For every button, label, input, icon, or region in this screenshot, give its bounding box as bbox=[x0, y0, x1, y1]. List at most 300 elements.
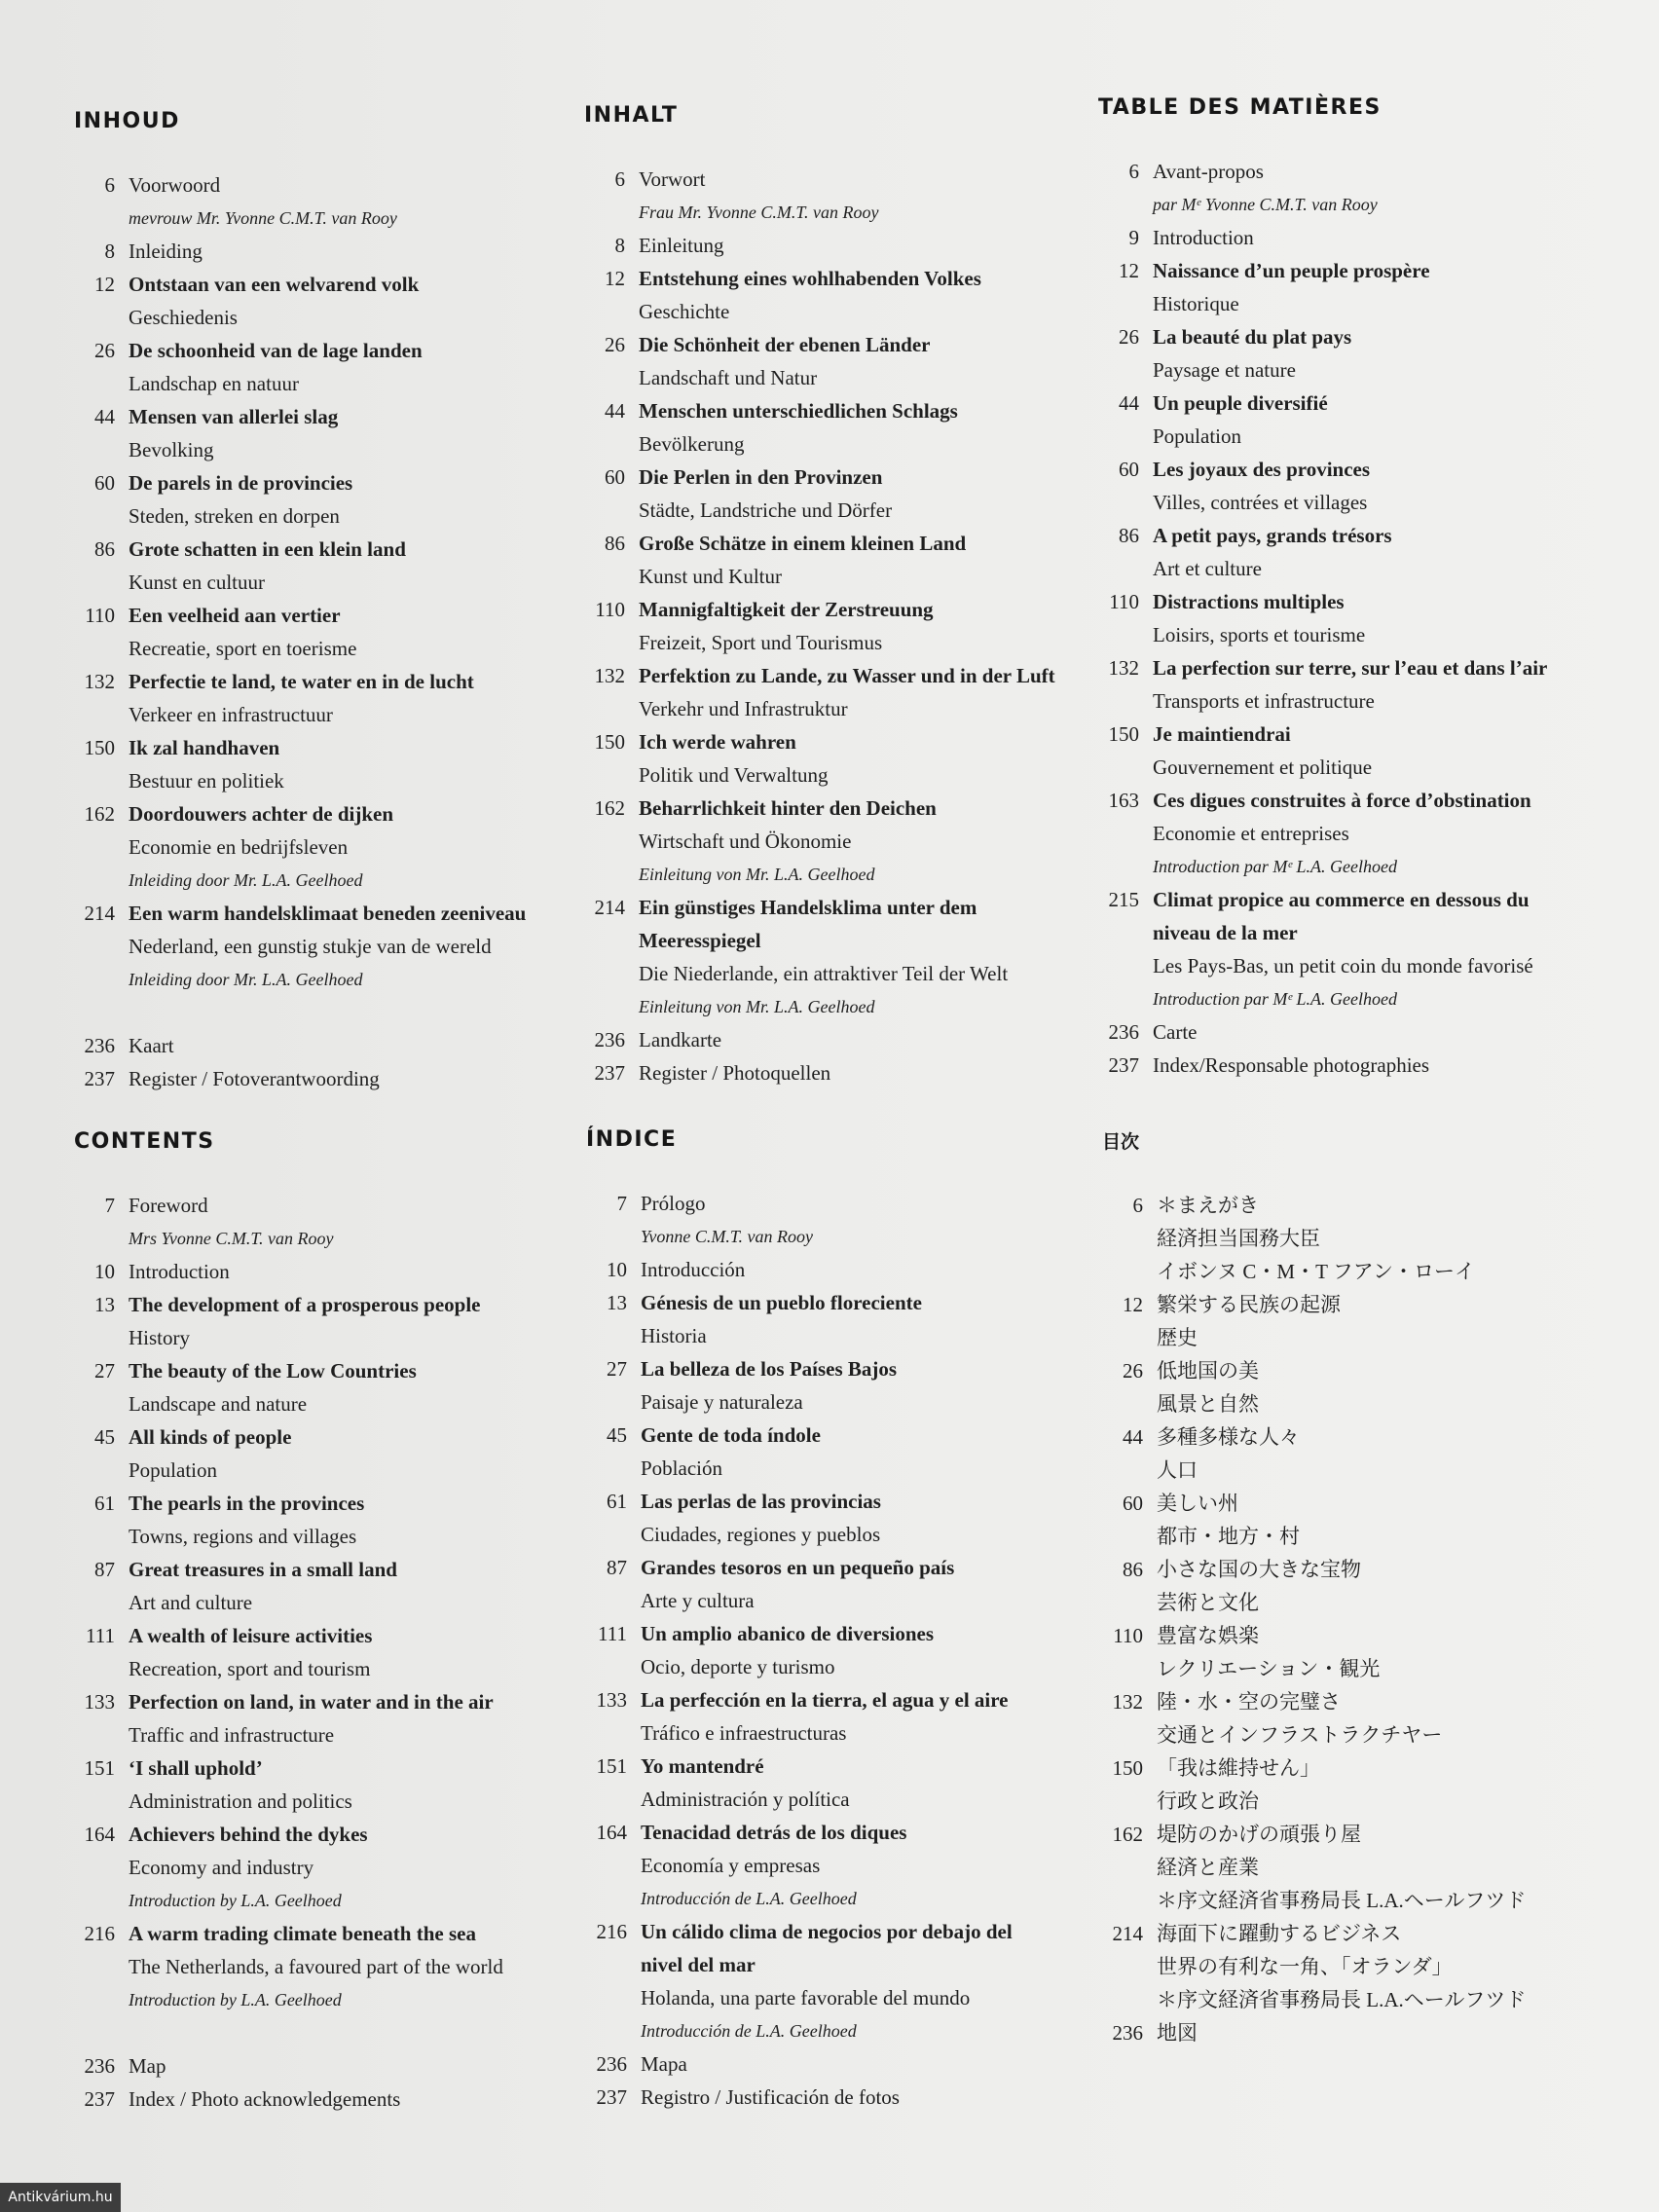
chapter-subtitle: Bevölkerung bbox=[639, 432, 745, 456]
toc-entry-row bbox=[584, 891, 1071, 924]
chapter-subtitle: 芸術と文化 bbox=[1157, 1591, 1259, 1614]
chapter-subtitle: History bbox=[129, 1326, 190, 1349]
chapter-subtitle: Economie et entreprises bbox=[1153, 822, 1349, 845]
toc-entry-row bbox=[74, 897, 561, 930]
page-number: 163 bbox=[1108, 789, 1139, 812]
page-number: 133 bbox=[596, 1688, 627, 1712]
watermark: Antikvárium.hu bbox=[0, 2183, 121, 2212]
toc-entry-row bbox=[584, 1056, 1071, 1089]
chapter-subtitle: Population bbox=[1153, 424, 1242, 448]
toc-entry-row bbox=[586, 1551, 1073, 1584]
toc-entry-row bbox=[586, 1485, 1073, 1518]
toc-entry bbox=[1102, 2016, 1589, 2049]
toc-entry bbox=[74, 897, 561, 996]
chapter-title: Je maintiendrai bbox=[1153, 722, 1291, 746]
chapter-subtitle: Städte, Landstriche und Dörfer bbox=[639, 498, 893, 522]
chapter-subtitle: 歴史 bbox=[1157, 1326, 1198, 1349]
toc-entry-row bbox=[586, 1683, 1073, 1716]
toc-entry-row bbox=[1098, 320, 1585, 353]
toc-entry bbox=[1102, 1751, 1589, 1818]
chapter-title: Tenacidad detrás de los diques bbox=[641, 1821, 907, 1844]
chapter-subtitle: レクリエーション・観光 bbox=[1157, 1657, 1381, 1680]
chapter-subtitle: Ciudades, regiones y pueblos bbox=[641, 1523, 881, 1546]
toc-entry bbox=[74, 731, 561, 797]
chapter-title: Yo mantendré bbox=[641, 1754, 764, 1778]
chapter-subtitle: Kunst und Kultur bbox=[639, 565, 782, 588]
chapter-title: Les joyaux des provinces bbox=[1153, 458, 1371, 481]
toc-entry-row bbox=[74, 1818, 561, 1851]
toc-entry bbox=[74, 665, 561, 731]
toc-entry-row bbox=[1102, 1818, 1589, 1851]
chapter-subtitle: Villes, contrées et villages bbox=[1153, 491, 1368, 514]
chapter-subtitle: Economía y empresas bbox=[641, 1854, 821, 1877]
toc-entry-row bbox=[1102, 1354, 1589, 1387]
page-number: 132 bbox=[84, 670, 115, 693]
chapter-title: Achievers behind the dykes bbox=[129, 1823, 368, 1846]
chapter-subtitle: Nederland, een gunstig stukje van de wereld bbox=[129, 935, 492, 958]
page-number: 216 bbox=[596, 1920, 627, 1943]
toc-entry-row bbox=[74, 1553, 561, 1586]
page-number: 150 bbox=[1108, 722, 1139, 746]
toc-entry bbox=[586, 1485, 1073, 1551]
toc-entry-row bbox=[1098, 1049, 1585, 1082]
chapter-title: 海面下に躍動するビジネス bbox=[1157, 1922, 1402, 1945]
section-heading: INHOUD bbox=[74, 109, 180, 133]
page-number: 45 bbox=[607, 1423, 627, 1447]
toc-entry bbox=[1098, 651, 1585, 718]
toc-entry-row bbox=[584, 1023, 1071, 1056]
page-number: 86 bbox=[605, 532, 625, 555]
toc-entry bbox=[586, 1816, 1073, 1915]
chapter-title: Voorwoord bbox=[129, 173, 221, 197]
chapter-author: Introduction par Mᵉ L.A. Geelhoed bbox=[1153, 857, 1398, 876]
chapter-title: Vorwort bbox=[639, 167, 706, 191]
chapter-title: Index/Responsable photographies bbox=[1153, 1053, 1430, 1077]
page-number: 164 bbox=[84, 1823, 115, 1846]
toc-entry-row bbox=[1102, 1553, 1589, 1586]
page-number: 8 bbox=[104, 240, 115, 263]
chapter-title: Introduction bbox=[129, 1260, 230, 1283]
chapter-title: Mannigfaltigkeit der Zerstreuung bbox=[639, 598, 934, 621]
toc-entry-row bbox=[1098, 784, 1585, 817]
toc-entry-row bbox=[586, 1816, 1073, 1849]
chapter-title: 多種多様な人々 bbox=[1157, 1425, 1300, 1449]
toc-entry-row bbox=[584, 593, 1071, 626]
chapter-subtitle: Transports et infrastructure bbox=[1153, 689, 1375, 713]
toc-entry-row bbox=[1102, 1751, 1589, 1785]
toc-entry bbox=[74, 1619, 561, 1685]
chapter-subtitle: Verkehr und Infrastruktur bbox=[639, 697, 848, 720]
chapter-subtitle: Ocio, deporte y turismo bbox=[641, 1655, 835, 1678]
chapter-title: A wealth of leisure activities bbox=[129, 1624, 373, 1647]
page-number: 110 bbox=[1113, 1624, 1143, 1647]
chapter-subtitle: Gouvernement et politique bbox=[1153, 756, 1373, 779]
chapter-subtitle: Kunst en cultuur bbox=[129, 571, 265, 594]
page-number: 162 bbox=[1112, 1823, 1143, 1846]
chapter-subtitle: Landschap en natuur bbox=[129, 372, 299, 395]
chapter-subtitle: Freizeit, Sport und Tourismus bbox=[639, 631, 883, 654]
page-number: 13 bbox=[94, 1293, 115, 1316]
toc-entry bbox=[1102, 1189, 1589, 1288]
chapter-title: Grote schatten in een klein land bbox=[129, 537, 406, 561]
section-heading: 目次 bbox=[1102, 1131, 1140, 1153]
page-number: 6 bbox=[104, 173, 115, 197]
chapter-title: Ich werde wahren bbox=[639, 730, 796, 754]
chapter-author: Mrs Yvonne C.M.T. van Rooy bbox=[129, 1229, 334, 1248]
toc-entry bbox=[1102, 1420, 1589, 1487]
toc-entry-row bbox=[74, 665, 561, 698]
toc-entry bbox=[74, 1354, 561, 1420]
page-number: 237 bbox=[594, 1061, 625, 1085]
page-number: 86 bbox=[1123, 1558, 1143, 1581]
chapter-subtitle: 行政と政治 bbox=[1157, 1789, 1259, 1813]
chapter-title: 「我は維持せん」 bbox=[1157, 1756, 1320, 1780]
toc-entry bbox=[1098, 784, 1585, 883]
chapter-subtitle: Tráfico e infraestructuras bbox=[641, 1721, 847, 1745]
toc-entry bbox=[1098, 453, 1585, 519]
toc-entry-row bbox=[74, 1685, 561, 1718]
toc-entry-row bbox=[584, 163, 1071, 196]
toc-entry bbox=[1102, 1553, 1589, 1619]
toc-entry-row bbox=[74, 1189, 561, 1222]
toc-entry-row bbox=[584, 262, 1071, 295]
toc-entry bbox=[74, 466, 561, 533]
chapter-subtitle: 風景と自然 bbox=[1157, 1392, 1259, 1416]
toc-entry bbox=[1098, 320, 1585, 387]
page-number: 86 bbox=[94, 537, 115, 561]
chapter-title: Index / Photo acknowledgements bbox=[129, 2087, 401, 2111]
toc-entry-row bbox=[74, 2049, 561, 2083]
chapter-subtitle: Administration and politics bbox=[129, 1789, 352, 1813]
toc-entry bbox=[1102, 1619, 1589, 1685]
toc-entry bbox=[74, 533, 561, 599]
section-heading: INHALT bbox=[584, 103, 679, 128]
chapter-subtitle: ＊序文経済省事務局長 L.A.ヘールフツド bbox=[1157, 1988, 1527, 2011]
page-number: 26 bbox=[94, 339, 115, 362]
toc-entry-row bbox=[584, 394, 1071, 427]
section-heading: CONTENTS bbox=[74, 1129, 215, 1154]
chapter-title: 陸・水・空の完璧さ bbox=[1157, 1690, 1341, 1714]
page-number: 132 bbox=[594, 664, 625, 687]
page-number: 6 bbox=[1132, 1194, 1143, 1217]
toc-german bbox=[584, 103, 1071, 1089]
page-number: 236 bbox=[1112, 2021, 1143, 2045]
toc-entry bbox=[1102, 1818, 1589, 1917]
toc-entry bbox=[584, 328, 1071, 394]
toc-entry bbox=[584, 1023, 1071, 1056]
chapter-subtitle: 世界の有利な一角、「オランダ」 bbox=[1157, 1955, 1453, 1978]
toc-entry-row bbox=[586, 2081, 1073, 2114]
toc-entry bbox=[586, 1617, 1073, 1683]
chapter-title: Distractions multiples bbox=[1153, 590, 1345, 613]
chapter-subtitle: Arte y cultura bbox=[641, 1589, 755, 1612]
chapter-author: Inleiding door Mr. L.A. Geelhoed bbox=[129, 870, 363, 890]
chapter-author: Introducción de L.A. Geelhoed bbox=[641, 1889, 857, 1908]
toc-entry bbox=[1102, 1354, 1589, 1420]
chapter-title: Grandes tesoros en un pequeño país bbox=[641, 1556, 955, 1579]
toc-entry bbox=[1098, 718, 1585, 784]
chapter-title: Doordouwers achter de dijken bbox=[129, 802, 394, 826]
toc-entry bbox=[74, 1917, 561, 2016]
toc-entry bbox=[584, 593, 1071, 659]
page-number: 236 bbox=[596, 2052, 627, 2076]
chapter-subtitle: Historia bbox=[641, 1324, 707, 1347]
toc-entry bbox=[1098, 221, 1585, 254]
toc-entry bbox=[1098, 883, 1585, 1015]
toc-entry-row bbox=[74, 168, 561, 202]
toc-entry-row bbox=[1098, 883, 1585, 916]
toc-entry bbox=[584, 394, 1071, 461]
toc-entry-row bbox=[586, 1286, 1073, 1319]
chapter-title: Un cálido clima de negocios por debajo del bbox=[641, 1920, 1013, 1943]
toc-entry bbox=[74, 400, 561, 466]
toc-entry bbox=[586, 1683, 1073, 1750]
chapter-subtitle: The Netherlands, a favoured part of the world bbox=[129, 1955, 503, 1978]
toc-entry bbox=[74, 334, 561, 400]
chapter-title: Registro / Justificación de fotos bbox=[641, 2085, 900, 2109]
toc-entry bbox=[74, 1818, 561, 1917]
toc-entry-row bbox=[586, 2047, 1073, 2081]
toc-entry-row bbox=[584, 229, 1071, 262]
chapter-title: Perfectie te land, te water en in de lucht bbox=[129, 670, 474, 693]
chapter-subtitle: Economy and industry bbox=[129, 1856, 314, 1879]
toc-entry bbox=[74, 599, 561, 665]
page-number: 61 bbox=[94, 1492, 115, 1515]
toc-entry-row bbox=[584, 527, 1071, 560]
toc-entry bbox=[586, 2081, 1073, 2114]
chapter-title: De parels in de provincies bbox=[129, 471, 353, 495]
page-number: 236 bbox=[1108, 1020, 1139, 1044]
toc-entry-row bbox=[1102, 2016, 1589, 2049]
page-number: 237 bbox=[1108, 1053, 1139, 1077]
chapter-author: Yvonne C.M.T. van Rooy bbox=[641, 1227, 813, 1246]
page-number: 110 bbox=[595, 598, 625, 621]
toc-entry bbox=[586, 1187, 1073, 1253]
toc-entry bbox=[1098, 585, 1585, 651]
chapter-subtitle: Steden, streken en dorpen bbox=[129, 504, 340, 528]
chapter-title: Un peuple diversifié bbox=[1153, 391, 1328, 415]
toc-entry bbox=[1098, 1049, 1585, 1082]
page-number: 12 bbox=[94, 273, 115, 296]
chapter-author: Introducción de L.A. Geelhoed bbox=[641, 2021, 857, 2041]
toc-entry-row bbox=[1098, 519, 1585, 552]
chapter-subtitle: Landschaft und Natur bbox=[639, 366, 818, 389]
toc-english bbox=[74, 1129, 561, 2116]
page-number: 6 bbox=[1128, 160, 1139, 183]
page-number: 6 bbox=[614, 167, 625, 191]
chapter-subtitle: Wirtschaft und Ökonomie bbox=[639, 830, 852, 853]
toc-entry bbox=[74, 1288, 561, 1354]
chapter-title: ‘I shall uphold’ bbox=[129, 1756, 263, 1780]
toc-entry-row bbox=[1098, 155, 1585, 188]
toc-entry-row bbox=[74, 599, 561, 632]
chapter-title: Ein günstiges Handelsklima unter dem bbox=[639, 896, 977, 919]
chapter-title: Las perlas de las provincias bbox=[641, 1490, 881, 1513]
chapter-subtitle: 経済担当国務大臣 bbox=[1157, 1227, 1320, 1250]
chapter-subtitle: Holanda, una parte favorable del mundo bbox=[641, 1986, 971, 2009]
chapter-subtitle: Politik und Verwaltung bbox=[639, 763, 829, 787]
toc-spanish bbox=[586, 1127, 1073, 2114]
page-number: 12 bbox=[1123, 1293, 1143, 1316]
spacer bbox=[74, 2016, 561, 2049]
page-number: 27 bbox=[94, 1359, 115, 1382]
chapter-title: 豊富な娯楽 bbox=[1157, 1624, 1259, 1647]
toc-entry-row bbox=[74, 268, 561, 301]
toc-entry bbox=[1098, 387, 1585, 453]
toc-entry bbox=[586, 1286, 1073, 1352]
toc-entry bbox=[584, 1056, 1071, 1089]
chapter-title: La perfección en la tierra, el agua y el aire bbox=[641, 1688, 1009, 1712]
page-number: 45 bbox=[94, 1425, 115, 1449]
page-number: 27 bbox=[607, 1357, 627, 1381]
toc-entry-row bbox=[74, 466, 561, 499]
page-number: 214 bbox=[1112, 1922, 1143, 1945]
toc-entry-row bbox=[74, 1420, 561, 1454]
toc-entry-row bbox=[584, 792, 1071, 825]
chapter-author: mevrouw Mr. Yvonne C.M.T. van Rooy bbox=[129, 208, 397, 228]
toc-entry-row bbox=[74, 797, 561, 830]
page-number: 13 bbox=[607, 1291, 627, 1314]
toc-entry bbox=[1102, 1288, 1589, 1354]
page-number: 8 bbox=[614, 234, 625, 257]
chapter-title: Die Schönheit der ebenen Länder bbox=[639, 333, 931, 356]
page-number: 87 bbox=[607, 1556, 627, 1579]
chapter-title: Mapa bbox=[641, 2052, 687, 2076]
chapter-title: Prólogo bbox=[641, 1192, 706, 1215]
chapter-subtitle: Towns, regions and villages bbox=[129, 1525, 357, 1548]
page-number: 110 bbox=[1109, 590, 1139, 613]
toc-entry bbox=[1102, 1487, 1589, 1553]
chapter-title: Foreword bbox=[129, 1194, 208, 1217]
toc-entry-row bbox=[74, 1917, 561, 1950]
page-number: 87 bbox=[94, 1558, 115, 1581]
chapter-title: Beharrlichkeit hinter den Deichen bbox=[639, 796, 937, 820]
toc-entry bbox=[586, 1551, 1073, 1617]
toc-entry bbox=[1098, 155, 1585, 221]
chapter-title: Introduction bbox=[1153, 226, 1254, 249]
page-number: 60 bbox=[94, 471, 115, 495]
toc-entry bbox=[1098, 1015, 1585, 1049]
chapter-subtitle: Art and culture bbox=[129, 1591, 253, 1614]
chapter-title: Inleiding bbox=[129, 240, 203, 263]
toc-entry-row bbox=[1098, 651, 1585, 684]
toc-entry-row bbox=[584, 328, 1071, 361]
toc-entry bbox=[584, 891, 1071, 1023]
toc-entry-row bbox=[1102, 1288, 1589, 1321]
chapter-title: Een warm handelsklimaat beneden zeeniveau bbox=[129, 902, 527, 925]
page-number: 162 bbox=[594, 796, 625, 820]
chapter-title: Ces digues construites à force d’obstination bbox=[1153, 789, 1531, 812]
page-number: 162 bbox=[84, 802, 115, 826]
chapter-subtitle: Bevolking bbox=[129, 438, 214, 461]
page-number: 7 bbox=[104, 1194, 115, 1217]
chapter-subtitle: Population bbox=[129, 1458, 218, 1482]
toc-entry bbox=[74, 268, 561, 334]
chapter-subtitle: Historique bbox=[1153, 292, 1239, 315]
chapter-subtitle: Administración y política bbox=[641, 1788, 850, 1811]
page-number: 60 bbox=[1123, 1492, 1143, 1515]
toc-entry-row bbox=[586, 1750, 1073, 1783]
toc-entry-row bbox=[1098, 1015, 1585, 1049]
toc-entry bbox=[74, 797, 561, 897]
page-number: 236 bbox=[84, 1034, 115, 1057]
chapter-author: Frau Mr. Yvonne C.M.T. van Rooy bbox=[639, 203, 879, 222]
chapter-subtitle: 経済と産業 bbox=[1157, 1856, 1259, 1879]
toc-entry-row bbox=[74, 1255, 561, 1288]
page-number: 236 bbox=[84, 2054, 115, 2078]
page-number: 214 bbox=[594, 896, 625, 919]
chapter-title: Un amplio abanico de diversiones bbox=[641, 1622, 935, 1645]
chapter-title: Ontstaan van een welvarend volk bbox=[129, 273, 420, 296]
toc-entry bbox=[1102, 1917, 1589, 2016]
toc-entry bbox=[74, 1685, 561, 1751]
toc-entry bbox=[586, 1419, 1073, 1485]
page-number: 132 bbox=[1112, 1690, 1143, 1714]
toc-entry-row bbox=[74, 1751, 561, 1785]
toc-entry bbox=[74, 168, 561, 235]
toc-entry-row bbox=[74, 1062, 561, 1095]
chapter-title: La beauté du plat pays bbox=[1153, 325, 1352, 349]
toc-entry bbox=[74, 1553, 561, 1619]
toc-entry bbox=[584, 725, 1071, 792]
page-number: 7 bbox=[616, 1192, 627, 1215]
chapter-subtitle: Paysage et nature bbox=[1153, 358, 1296, 382]
toc-entry bbox=[586, 2047, 1073, 2081]
page-number: 12 bbox=[605, 267, 625, 290]
page-number: 237 bbox=[596, 2085, 627, 2109]
chapter-title: A petit pays, grands trésors bbox=[1153, 524, 1392, 547]
chapter-title: Perfection on land, in water and in the air bbox=[129, 1690, 494, 1714]
chapter-subtitle: Economie en bedrijfsleven bbox=[129, 835, 349, 859]
toc-entry-row bbox=[74, 1619, 561, 1652]
chapter-subtitle: Bestuur en politiek bbox=[129, 769, 284, 793]
toc-french bbox=[1098, 95, 1585, 1082]
chapter-title: Menschen unterschiedlichen Schlags bbox=[639, 399, 958, 423]
chapter-title: Ik zal handhaven bbox=[129, 736, 280, 759]
chapter-title: Landkarte bbox=[639, 1028, 722, 1051]
toc-entry bbox=[586, 1750, 1073, 1816]
page-number: 26 bbox=[605, 333, 625, 356]
chapter-title: La belleza de los Países Bajos bbox=[641, 1357, 898, 1381]
chapter-title: 小さな国の大きな宝物 bbox=[1157, 1558, 1361, 1581]
toc-entry bbox=[74, 2049, 561, 2083]
toc-entry-row bbox=[74, 400, 561, 433]
chapter-title: De schoonheid van de lage landen bbox=[129, 339, 423, 362]
toc-entry-row bbox=[1098, 387, 1585, 420]
chapter-title: Génesis de un pueblo floreciente bbox=[641, 1291, 922, 1314]
chapter-subtitle: Die Niederlande, ein attraktiver Teil der Welt bbox=[639, 962, 1009, 985]
toc-entry bbox=[74, 1062, 561, 1095]
page-number: 150 bbox=[1112, 1756, 1143, 1780]
chapter-author: Einleitung von Mr. L.A. Geelhoed bbox=[639, 997, 875, 1016]
toc-entry-row bbox=[1102, 1685, 1589, 1718]
toc-entry-row bbox=[1098, 453, 1585, 486]
toc-entry bbox=[1102, 1685, 1589, 1751]
chapter-author: Einleitung von Mr. L.A. Geelhoed bbox=[639, 865, 875, 884]
chapter-title: Avant-propos bbox=[1153, 160, 1264, 183]
chapter-subtitle: イボンヌ C・M・T フアン・ローイ bbox=[1157, 1260, 1475, 1283]
chapter-title: Perfektion zu Lande, zu Wasser und in der Luft bbox=[639, 664, 1055, 687]
chapter-author: Inleiding door Mr. L.A. Geelhoed bbox=[129, 970, 363, 989]
toc-entry-row bbox=[1102, 1917, 1589, 1950]
chapter-title: 低地国の美 bbox=[1157, 1359, 1259, 1382]
toc-entry bbox=[584, 527, 1071, 593]
chapter-title: 地図 bbox=[1157, 2021, 1198, 2045]
section-heading: TABLE DES MATIÈRES bbox=[1098, 95, 1382, 120]
toc-entry bbox=[584, 229, 1071, 262]
chapter-subtitle: Geschichte bbox=[639, 300, 730, 323]
page-number: 236 bbox=[594, 1028, 625, 1051]
